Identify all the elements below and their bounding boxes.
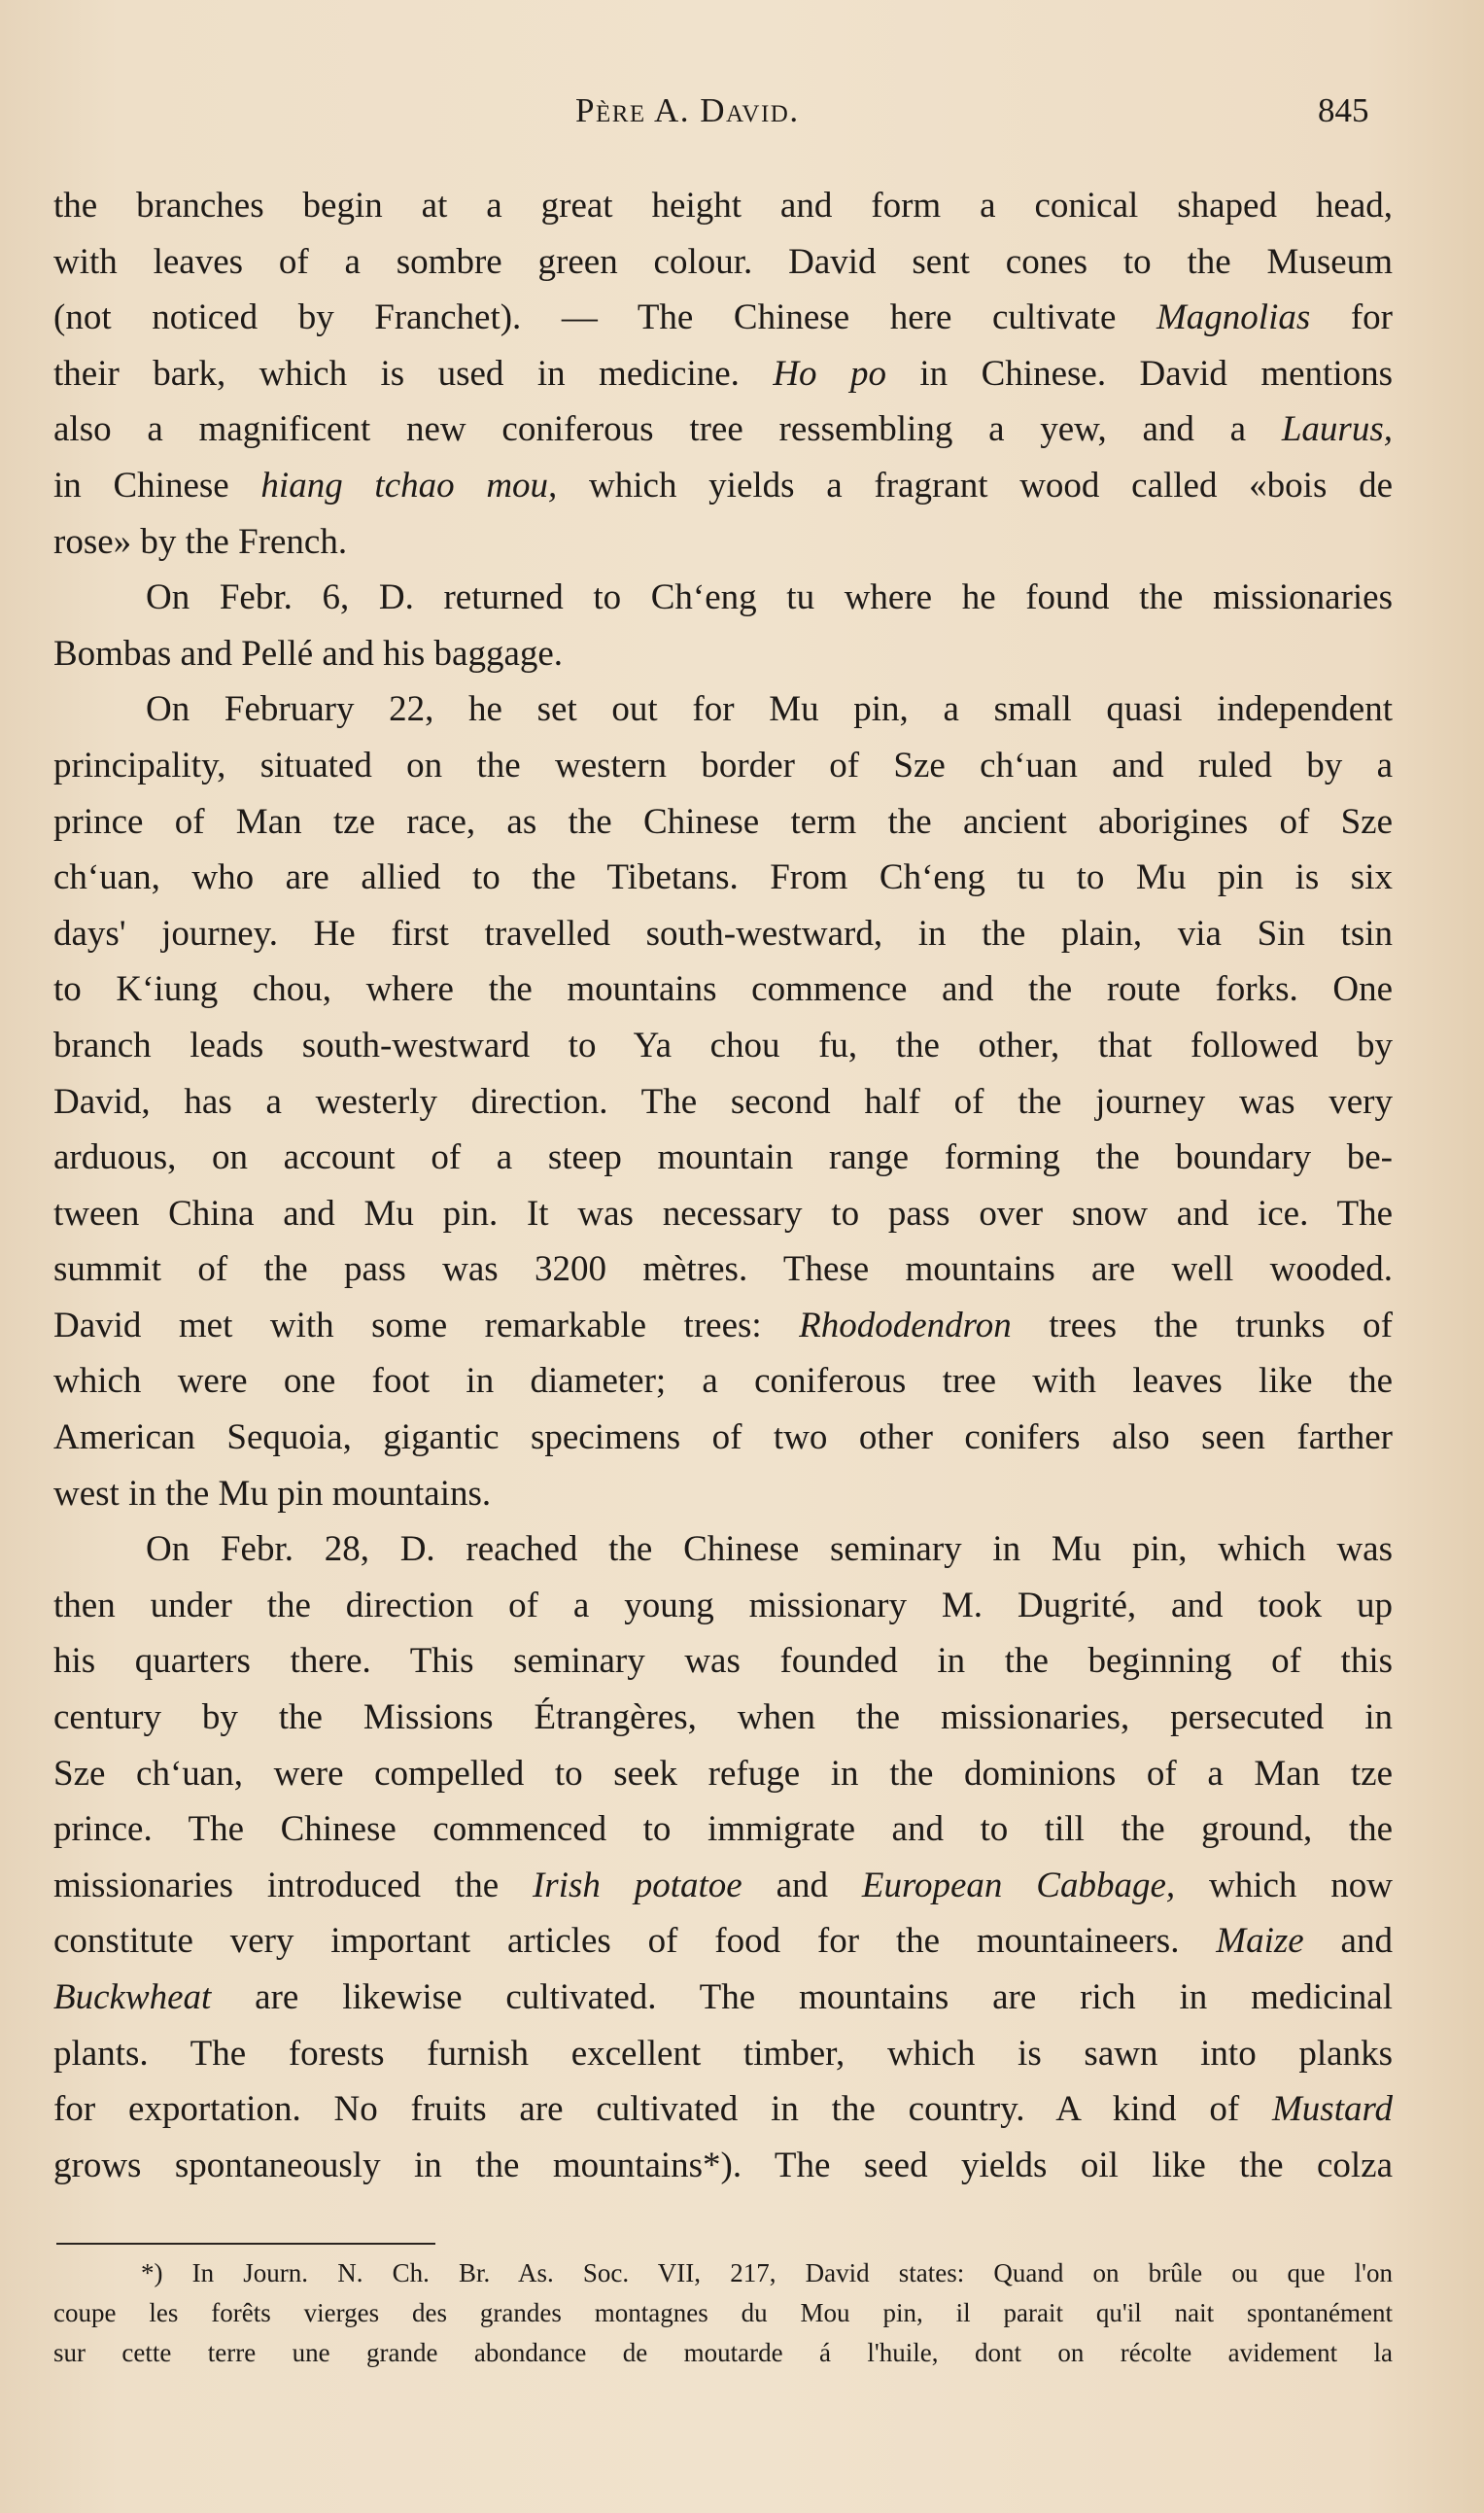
- text-span: for exportation. No fruits are cultivated in the country. A kind of: [53, 2089, 1272, 2130]
- text-line: then under the direction of a young missionary M. Dugrité, and took up: [53, 1585, 1393, 1625]
- footnote-line: *) In Journ. N. Ch. Br. As. Soc. VII, 217, David states: Quand on brûle ou que l'on: [141, 2258, 1393, 2287]
- italic-term: Irish potatoe: [532, 1865, 742, 1905]
- text-line: prince of Man tze race, as the Chinese term the ancient aborigines of Sze: [53, 801, 1393, 842]
- text-line: Sze chʻuan, were compelled to seek refuge in the dominions of a Man tze: [53, 1753, 1393, 1794]
- text-line: On Febr. 28, D. reached the Chinese seminary in Mu pin, which was: [146, 1529, 1393, 1570]
- text-span: in Chinese. David mentions: [885, 353, 1393, 394]
- text-line: [53, 290, 1393, 346]
- page-number: 845: [1318, 91, 1369, 129]
- text-span: are likewise cultivated. The mountains are rich in medicinal: [211, 1977, 1393, 2017]
- text-line: chʻuan, who are allied to the Tibetans. From Chʻeng tu to Mu pin is six: [53, 857, 1393, 898]
- footnote-line: sur cette terre une grande abondance de moutarde á l'huile, dont on récolte avidement la: [53, 2338, 1393, 2367]
- body-text: [53, 178, 1393, 2193]
- text-span: and: [1303, 1921, 1393, 1962]
- italic-term: Ho po: [773, 353, 886, 394]
- text-line: [53, 1298, 1393, 1354]
- text-line: grows spontaneously in the mountains*). The seed yields oil like the colza: [53, 2145, 1393, 2185]
- text-line: which were one foot in diameter; a coniferous tree with leaves like the: [53, 1361, 1393, 1402]
- text-line: summit of the pass was 3200 mètres. These mountains are well wooded.: [53, 1249, 1393, 1290]
- text-span: in Chinese: [53, 465, 261, 506]
- text-line: Bombas and Pellé and his baggage.: [53, 633, 564, 674]
- text-line: [53, 458, 1393, 514]
- text-line: On February 22, he set out for Mu pin, a small quasi independent: [146, 689, 1393, 730]
- text-line: rose» by the French.: [53, 521, 348, 562]
- text-line: days' journey. He first travelled south-westward, in the plain, via Sin tsin: [53, 913, 1393, 954]
- text-span: which yields a fragrant wood called «bois de: [557, 465, 1394, 506]
- text-line: to Kʻiung chou, where the mountains commence and the route forks. One: [53, 969, 1393, 1010]
- text-line: prince. The Chinese commenced to immigrate and to till the ground, the: [53, 1809, 1393, 1850]
- text-line: tween China and Mu pin. It was necessary to pass over snow and ice. The: [53, 1193, 1393, 1234]
- footnote: [53, 2253, 1393, 2373]
- italic-term: Rhododendron: [799, 1305, 1012, 1345]
- italic-term: Laurus,: [1281, 409, 1393, 450]
- italic-term: Buckwheat: [53, 1977, 212, 2017]
- italic-term: Maize: [1216, 1921, 1304, 1962]
- text-line: On Febr. 6, D. returned to Chʻeng tu where he found the missionaries: [146, 577, 1393, 618]
- text-line: [53, 1913, 1393, 1970]
- text-line: with leaves of a sombre green colour. David sent cones to the Museum: [53, 241, 1393, 282]
- text-line: [53, 346, 1393, 402]
- running-head: Père A. David.: [575, 91, 800, 129]
- text-line: [53, 401, 1393, 458]
- text-line: the branches begin at a great height and form a conical shaped head,: [53, 186, 1393, 226]
- text-span: (not noticed by Franchet). — The Chinese here cultivate: [53, 297, 1156, 338]
- text-line: arduous, on account of a steep mountain range forming the boundary be-: [53, 1137, 1393, 1178]
- text-line: west in the Mu pin mountains.: [53, 1473, 492, 1514]
- text-line: American Sequoia, gigantic specimens of two other conifers also seen farther: [53, 1417, 1393, 1458]
- text-line: [53, 2081, 1393, 2138]
- italic-term: European Cabbage,: [861, 1865, 1176, 1905]
- text-line: plants. The forests furnish excellent timber, which is sawn into planks: [53, 2033, 1393, 2074]
- text-span: which now: [1175, 1865, 1393, 1905]
- text-span: David met with some remarkable trees:: [53, 1305, 800, 1345]
- text-line: David, has a westerly direction. The second half of the journey was very: [53, 1081, 1393, 1122]
- italic-term: hiang tchao mou,: [260, 465, 558, 506]
- text-span: trees the trunks of: [1011, 1305, 1393, 1345]
- italic-term: Magnolias: [1156, 297, 1311, 338]
- text-span: missionaries introduced the: [53, 1865, 533, 1905]
- footnote-rule: [56, 2243, 435, 2245]
- text-span: and: [742, 1865, 862, 1905]
- text-span: their bark, which is used in medicine.: [53, 353, 774, 394]
- text-span: also a magnificent new coniferous tree ressembling a yew, and a: [53, 409, 1282, 450]
- text-line: branch leads south-westward to Ya chou fu, the other, that followed by: [53, 1025, 1393, 1065]
- text-span: for: [1310, 297, 1393, 338]
- text-line: [53, 1970, 1393, 2026]
- footnote-line: coupe les forêts vierges des grandes montagnes du Mou pin, il parait qu'il nait spontanément: [53, 2298, 1393, 2327]
- italic-term: Mustard: [1271, 2089, 1393, 2130]
- text-line: [53, 1858, 1393, 1914]
- text-span: constitute very important articles of food for the mountaineers.: [53, 1921, 1217, 1962]
- text-line: his quarters there. This seminary was founded in the beginning of this: [53, 1641, 1393, 1682]
- text-line: century by the Missions Étrangères, when the missionaries, persecuted in: [53, 1697, 1393, 1738]
- text-line: principality, situated on the western border of Sze chʻuan and ruled by a: [53, 745, 1393, 785]
